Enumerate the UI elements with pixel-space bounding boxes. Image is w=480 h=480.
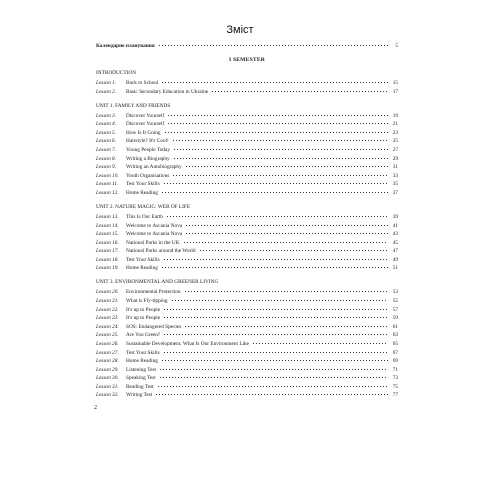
dot-leader (163, 313, 388, 319)
dot-leader (173, 154, 388, 160)
lesson-title: Back to School (126, 80, 159, 86)
lesson-title: This Is Our Earth (126, 213, 163, 220)
toc-entry (96, 238, 398, 247)
toc-sections (96, 69, 398, 399)
toc-entry (96, 263, 398, 272)
lesson-number: Lesson 3. (96, 112, 117, 119)
lesson-page: 15 (392, 80, 398, 86)
lesson-number: Lesson 27. (96, 349, 119, 356)
toc-entry (96, 339, 398, 348)
dot-leader (163, 179, 388, 185)
lesson-page: 27 (392, 146, 398, 153)
lesson-page: 71 (392, 366, 398, 373)
lesson-title: What is Fly-tipping (126, 298, 168, 305)
lesson-title: Youth Organisations (126, 172, 170, 179)
toc-entry (96, 171, 398, 180)
dot-leader (199, 246, 389, 252)
lesson-number: Lesson 4. (96, 121, 117, 128)
toc-entry (96, 78, 398, 87)
lesson-page: 33 (392, 172, 398, 179)
toc-entry (96, 111, 398, 120)
toc-entry (96, 128, 398, 137)
dot-leader (161, 356, 388, 362)
lesson-title: Home Reading (126, 358, 158, 365)
section-heading: INTRODUCTION (96, 70, 137, 76)
section-heading: UNIT 2. NATURE MAGIC: WEB OF LIFE (96, 203, 191, 210)
lesson-number: Lesson 16. (96, 239, 119, 246)
dot-leader (185, 229, 388, 235)
lesson-page: 57 (392, 306, 398, 313)
dot-leader (184, 322, 388, 328)
lesson-page: 29 (392, 155, 398, 162)
lesson-title: Reading Test (126, 383, 154, 390)
lesson-page: 61 (392, 323, 398, 330)
lesson-number: Lesson 12. (96, 189, 119, 196)
lesson-number: Lesson 29. (96, 366, 119, 373)
lesson-title: Are You Green? (126, 332, 161, 339)
lesson-number: Lesson 26. (96, 340, 119, 347)
dot-leader (183, 238, 388, 244)
lesson-number: Lesson 20. (96, 289, 119, 296)
lesson-page: 53 (392, 289, 398, 296)
lesson-number: Lesson 19. (96, 265, 119, 272)
lesson-page: 77 (392, 392, 398, 399)
lesson-title: Home Reading (126, 189, 158, 196)
dot-leader (161, 188, 388, 194)
lesson-page: 73 (392, 375, 398, 382)
lesson-page: 43 (392, 231, 398, 238)
lesson-page: 69 (392, 358, 398, 365)
lesson-number: Lesson 2. (96, 88, 117, 95)
toc-entry (96, 221, 398, 230)
lesson-title: Welcome to Ascania Nova (126, 222, 183, 229)
lesson-page: 21 (392, 121, 398, 128)
toc-entry (96, 136, 398, 145)
toc-entry (96, 255, 398, 264)
semester-heading: I SEMESTER (228, 57, 266, 63)
lesson-number: Lesson 1. (96, 80, 117, 86)
dot-leader (184, 287, 388, 293)
table-of-contents (96, 41, 398, 399)
lesson-page: 51 (392, 265, 398, 272)
lesson-number: Lesson 28. (96, 358, 119, 365)
lesson-title: Test Your Skills (126, 349, 160, 356)
lesson-page: 19 (392, 112, 398, 119)
lesson-number: Lesson 10. (96, 172, 119, 179)
lesson-title: Test Your Skills (126, 256, 160, 263)
toc-entry (96, 154, 398, 163)
lesson-page: 55 (392, 298, 398, 305)
lesson-number: Lesson 22. (96, 306, 119, 313)
lesson-page: 67 (392, 349, 398, 356)
dot-leader (158, 41, 388, 47)
dot-leader (252, 339, 388, 345)
dot-leader (167, 119, 388, 125)
lesson-page: 47 (392, 248, 398, 255)
lesson-page: 49 (392, 256, 398, 263)
dot-leader (164, 128, 388, 134)
toc-entry (96, 179, 398, 188)
lesson-title: National Parks in the UK (126, 239, 180, 246)
dot-leader (173, 145, 388, 151)
dot-leader (167, 111, 388, 117)
lesson-page: 35 (392, 181, 398, 188)
lesson-number: Lesson 5. (96, 129, 117, 136)
toc-entry (96, 322, 398, 331)
lesson-title: Sustainable Development. What Is Our Environment Like (126, 340, 250, 347)
toc-entry-calendar-plan (96, 41, 398, 52)
lesson-title: How Is It Going (126, 129, 161, 136)
dot-leader (185, 162, 388, 168)
lesson-title: Welcome to Ascania Nova (126, 231, 183, 238)
lesson-number: Lesson 11. (96, 181, 119, 188)
lesson-page: 45 (392, 239, 398, 246)
lesson-title: It's up to People (126, 315, 161, 322)
lesson-title: Hairstyle? It's Cool! (126, 138, 169, 145)
lesson-page: 25 (392, 138, 398, 145)
lesson-number: Lesson 18. (96, 256, 119, 263)
toc-entry (96, 382, 398, 391)
lesson-number: Lesson 13. (96, 213, 119, 220)
lesson-number: Lesson 15. (96, 231, 119, 238)
section-heading: UNIT 3. ENVIRONMENTAL AND GREENER LIVING (96, 279, 219, 286)
lesson-page: 63 (392, 332, 398, 339)
toc-entry (96, 246, 398, 255)
dot-leader (155, 390, 388, 396)
toc-entry (96, 330, 398, 339)
lesson-title: Writing a Biography (126, 155, 170, 162)
toc-entry (96, 373, 398, 382)
dot-leader (157, 382, 388, 388)
lesson-page: 23 (392, 129, 398, 136)
lesson-title: SOS: Endangered Species (126, 323, 182, 330)
dot-leader (163, 330, 388, 336)
toc-entry (96, 162, 398, 171)
lesson-title: It's up to People (126, 306, 161, 313)
toc-entry-title: Календарне планування (96, 43, 155, 49)
lesson-number: Lesson 14. (96, 222, 119, 229)
lesson-number: Lesson 25. (96, 332, 119, 339)
lesson-title: National Parks around the World (126, 248, 196, 255)
lesson-number: Lesson 30. (96, 375, 119, 382)
toc-entry (96, 313, 398, 322)
lesson-number: Lesson 17. (96, 248, 119, 255)
toc-entry (96, 229, 398, 238)
dot-leader (211, 87, 388, 93)
dot-leader (163, 255, 388, 261)
toc-entry-page: 5 (395, 43, 398, 49)
lesson-number: Lesson 24. (96, 323, 119, 330)
toc-entry (96, 390, 398, 399)
toc-entry (96, 348, 398, 357)
lesson-title: Test Your Skills (126, 181, 160, 188)
dot-leader (172, 171, 388, 177)
dot-leader (163, 348, 388, 354)
dot-leader (159, 365, 388, 371)
page-title: Зміст (226, 24, 254, 36)
lesson-page: 75 (392, 383, 398, 390)
toc-entry (96, 305, 398, 314)
lesson-title: Listening Test (126, 366, 156, 373)
dot-leader (172, 136, 388, 142)
toc-entry (96, 287, 398, 296)
dot-leader (166, 212, 388, 218)
lesson-page: 59 (392, 315, 398, 322)
lesson-page: 31 (392, 164, 398, 171)
toc-entry (96, 145, 398, 154)
lesson-number: Lesson 32. (96, 392, 119, 399)
dot-leader (161, 263, 388, 269)
toc-entry (96, 87, 398, 96)
lesson-number: Lesson 31. (96, 383, 119, 390)
lesson-title: Young People Today (126, 146, 171, 153)
lesson-number: Lesson 8. (96, 155, 117, 162)
toc-entry (96, 356, 398, 365)
dot-leader (159, 373, 388, 379)
lesson-title: Home Reading (126, 265, 158, 272)
lesson-title: Basic Secondary Education in Ukraine (126, 88, 209, 95)
lesson-number: Lesson 23. (96, 315, 119, 322)
lesson-title: Writing an Autobiography (126, 164, 182, 171)
toc-entry (96, 365, 398, 374)
dot-leader (161, 78, 388, 84)
lesson-page: 65 (392, 340, 398, 347)
lesson-number: Lesson 7. (96, 146, 117, 153)
toc-entry (96, 296, 398, 305)
lesson-title: Environmental Protection (126, 289, 181, 296)
section-heading: UNIT 1. FAMILY AND FRIENDS (96, 102, 171, 109)
lesson-page: 17 (392, 88, 398, 95)
lesson-page: 41 (392, 222, 398, 229)
lesson-number: Lesson 6. (96, 138, 117, 145)
toc-entry (96, 119, 398, 128)
dot-leader (185, 221, 388, 227)
lesson-title: Discover Yourself (126, 112, 165, 119)
toc-entry (96, 188, 398, 197)
dot-leader (163, 305, 388, 311)
page-number: 2 (94, 405, 97, 411)
lesson-page: 39 (392, 213, 398, 220)
lesson-title: Discover Yourself (126, 121, 165, 128)
lesson-page: 37 (392, 189, 398, 196)
toc-entry (96, 212, 398, 221)
dot-leader (171, 296, 389, 302)
lesson-title: Speaking Test (126, 375, 156, 382)
lesson-title: Writing Test (126, 392, 153, 399)
lesson-number: Lesson 9. (96, 164, 117, 171)
lesson-number: Lesson 21. (96, 298, 119, 305)
